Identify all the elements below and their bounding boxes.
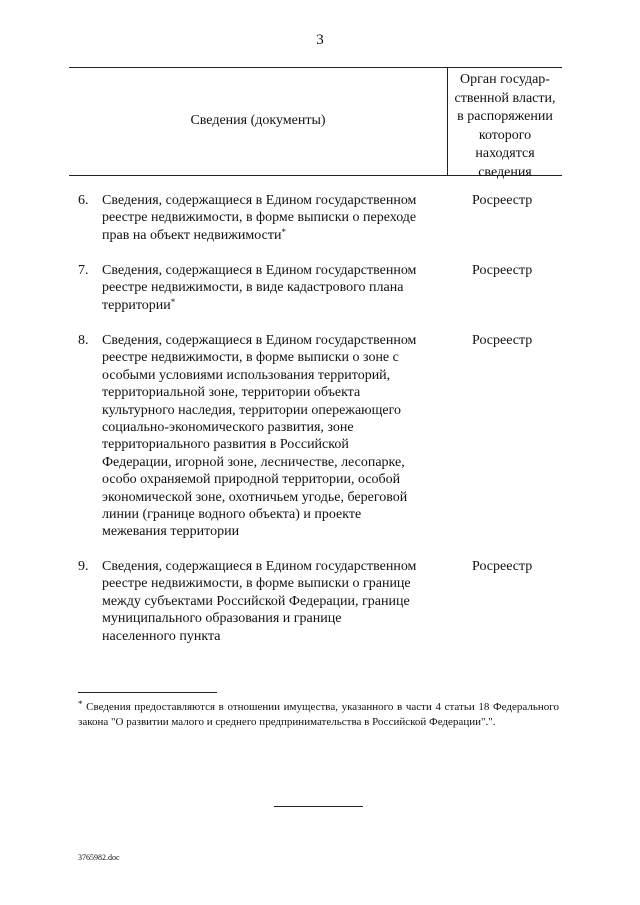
row-line-last bbox=[102, 297, 447, 314]
row-line: Федерации, игорной зоне, лесничестве, лесопарке, bbox=[102, 454, 405, 470]
row-line: межевания территории bbox=[102, 524, 240, 540]
row-line: реестре недвижимости, в форме выписки о зоне с bbox=[102, 350, 399, 366]
row-org: Росреестр bbox=[472, 333, 533, 348]
row-line: территориальной зоне, территории объекта bbox=[102, 385, 361, 401]
row-line: реестре недвижимости, в форме выписки о переходе bbox=[102, 210, 417, 226]
footnote-text: Сведения предоставляются в отношении имущества, указанного в части 4 статьи 18 Федерального закона "О развитии малого и среднего предпринимательства в Российской Федерации".". bbox=[78, 701, 559, 728]
row-line: Сведения, содержащиеся в Едином государственном bbox=[102, 193, 417, 208]
row-description bbox=[102, 332, 447, 541]
row-line-last bbox=[102, 227, 447, 244]
row-line: Сведения, содержащиеся в Едином государственном bbox=[102, 559, 417, 574]
row-line: реестре недвижимости, в форме выписки о границе bbox=[102, 576, 411, 592]
footnote bbox=[78, 700, 559, 730]
page-number: 3 bbox=[316, 32, 324, 48]
end-separator bbox=[274, 806, 363, 807]
row-line: территориального развития в Российской bbox=[102, 437, 349, 453]
row-number: 9. bbox=[78, 559, 89, 574]
row-number: 7. bbox=[78, 263, 89, 278]
footnote-mark: * bbox=[78, 699, 83, 709]
docs-column-header: Сведения (документы) bbox=[190, 113, 326, 128]
row-number: 8. bbox=[78, 333, 89, 348]
org-header-line: ственной власти, bbox=[454, 90, 556, 106]
row-line: между субъектами Российской Федерации, границе bbox=[102, 593, 410, 609]
footnote-mark: * bbox=[170, 296, 176, 307]
row-line: линии (границе водного объекта) и проекте bbox=[102, 507, 362, 523]
row-line: Сведения, содержащиеся в Едином государственном bbox=[102, 263, 417, 278]
row-description bbox=[102, 262, 447, 314]
row-line: социально-экономического развития, зоне bbox=[102, 420, 354, 436]
org-header-line: которого bbox=[478, 127, 532, 143]
org-header-line: находятся bbox=[475, 146, 535, 161]
org-header-line: сведения bbox=[478, 164, 532, 180]
row-line: территории bbox=[102, 297, 171, 313]
footnote-separator bbox=[78, 692, 217, 693]
row-org: Росреестр bbox=[472, 193, 533, 208]
footnote-mark: * bbox=[281, 226, 286, 237]
row-line: населенного пункта bbox=[102, 628, 221, 644]
row-line: реестре недвижимости, в виде кадастрового плана bbox=[102, 280, 404, 296]
row-description bbox=[102, 558, 447, 645]
row-number: 6. bbox=[78, 193, 89, 208]
row-line: прав на объект недвижимости bbox=[102, 227, 282, 243]
org-header-line: в распоряжении bbox=[457, 109, 553, 124]
row-line: культурного наследия, территории опережающего bbox=[102, 402, 402, 418]
row-org: Росреестр bbox=[472, 263, 533, 278]
row-line: муниципального образования и границе bbox=[102, 611, 342, 627]
row-org: Росреестр bbox=[472, 559, 533, 574]
document-id: 3765982.doc bbox=[78, 853, 120, 862]
row-line: Сведения, содержащиеся в Едином государственном bbox=[102, 333, 417, 348]
row-line: экономической зоне, охотничьем угодье, береговой bbox=[102, 489, 408, 505]
table-header bbox=[69, 67, 562, 180]
row-line: особыми условиями использования территорий, bbox=[102, 367, 391, 383]
org-header-line: Орган государ- bbox=[460, 72, 550, 87]
org-column-header bbox=[448, 71, 562, 182]
row-line: особо охраняемой природной территории, особой bbox=[102, 472, 401, 488]
row-description bbox=[102, 192, 447, 244]
